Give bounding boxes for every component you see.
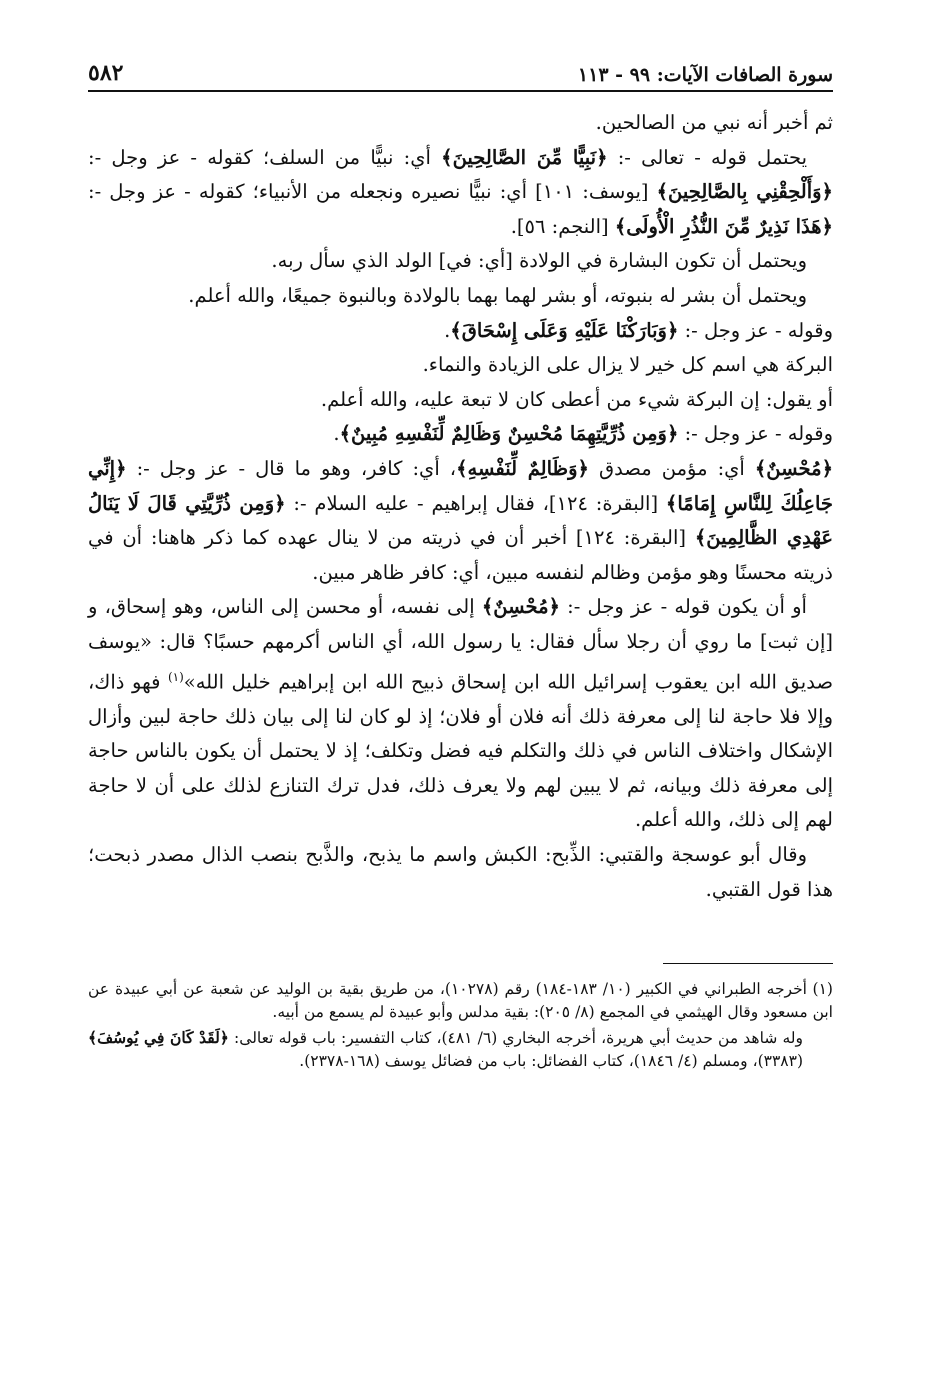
quran-verse: ﴿وَمِن ذُرِّيَّتِي قَالَ لَا يَنَالُ عَهْدِي الظَّالِمِينَ﴾ — [88, 491, 833, 550]
footnote-1-continued — [88, 1027, 833, 1072]
footnote-separator — [663, 963, 833, 964]
quran-verse: ﴿وَأَلْحِقْنِي بِالصَّالِحِينَ﴾ — [656, 180, 833, 204]
quran-verse: ﴿وَمِن ذُرِّيَّتِهِمَا مُحْسِنٌ وَظَالِمٌ لِّنَفْسِهِ مُبِينٌ﴾ — [339, 422, 679, 446]
text: ثم أخبر أنه نبي من الصالحين. — [595, 111, 833, 134]
text: [يوسف: ١٠١] أي: نبيًّا نصيره ونجعله من الأنبياء؛ كقوله - عز وجل -: — [88, 180, 657, 204]
paragraph-9 — [88, 452, 833, 590]
text: . — [333, 422, 340, 446]
quran-verse: ﴿وَبَارَكْنَا عَلَيْهِ وَعَلَى إِسْحَاقَ﴾ — [450, 318, 679, 342]
text: أو أن يكون قوله - عز وجل -: — [559, 595, 807, 619]
text: إلى نفسه، أو محسن إلى الناس، وهو إسحاق، و [إن ثبت] ما روي أن رجلا سأل فقال: يا رسول الله، أي الناس أكرمهم حسبًا؟ قال: «يوسف صديق الله ابن يعقوب إسرائيل الله ابن إسحاق ذبيح الله ابن إبراهيم خليل الله» — [88, 595, 834, 693]
paragraph-1 — [88, 106, 833, 141]
quran-verse: ﴿مُحْسِنٌ﴾ — [481, 595, 560, 619]
text: فهو ذاك، وإلا فلا حاجة لنا إلى معرفة ذلك أنه فلان أو فلان؛ إذ لو كان لنا إلى بيان ذلك حاجة لبين وأزال الإشكال واختلاف الناس في ذلك والتكلم فيه فضل وتكلف؛ إذ لا يحتمل أن يكون بالناس حاجة إلى معرفة ذلك وبيانه، ثم لا يبين لهم ولا يعرف ذلك، فدل ترك التنازع لذلك على أن لا حاجة لهم إلى ذلك، والله أعلم. — [88, 670, 833, 832]
paragraph-7 — [88, 383, 833, 418]
page-number: ٥٨٢ — [88, 60, 124, 86]
text: أو يقول: إن البركة شيء من أعطى كان لا تبعة عليه، والله أعلم. — [320, 387, 833, 411]
text: ويحتمل أن بشر له بنبوته، أو بشر لهما بهما بالولادة وبالنبوة جميعًا، والله أعلم. — [188, 283, 807, 307]
quran-verse: ﴿إِنِّي جَاعِلُكَ لِلنَّاسِ إِمَامًا﴾ — [88, 456, 833, 515]
text: ويحتمل أن تكون البشارة في الولادة [أي: في] الولد الذي سأل ربه. — [271, 249, 807, 273]
quran-verse: ﴿هَذَا نَذِيرٌ مِّنَ النُّذُرِ الْأُولَى﴾ — [614, 214, 833, 238]
footnote-text: (٣٣٨٣)، ومسلم (٤/ ١٨٤٦)، كتاب الفضائل: باب من فضائل يوسف (١٦٨-٢٣٧٨). — [299, 1051, 803, 1070]
text: البركة هي اسم كل خير لا يزال على الزيادة والنماء. — [422, 353, 833, 377]
paragraph-3 — [88, 244, 833, 279]
running-title: سورة الصافات الآيات: ٩٩ - ١١٣ — [577, 64, 833, 86]
paragraph-5 — [88, 314, 833, 349]
paragraph-11 — [88, 838, 833, 907]
text: [البقرة: ١٢٤]، فقال إبراهيم - عليه السلام -: — [285, 491, 666, 515]
quran-verse: ﴿نَبِيًّا مِّنَ الصَّالِحِينَ﴾ — [441, 145, 608, 169]
quran-verse: ﴿مُحْسِنٌ﴾ — [754, 456, 833, 480]
footnote-number: (١) — [812, 980, 833, 999]
text: أي: نبيًّا من السلف؛ كقوله - عز وجل -: — [88, 145, 442, 169]
text: وقال أبو عوسجة والقتبي: الذِّبح: الكبش واسم ما يذبح، والذَّبح بنصب الذال مصدر ذبحت؛ هذا قول القتبي. — [88, 842, 833, 901]
text: أي: مؤمن مصدق — [588, 456, 755, 480]
quran-verse: ﴿وَظَالِمٌ لِّنَفْسِهِ﴾ — [456, 456, 589, 480]
paragraph-10 — [88, 590, 833, 838]
text: [النجم: ٥٦]. — [510, 214, 615, 238]
text: [البقرة: ١٢٤] أخبر أن في ذريته من لا ينال عهده كما ذكر هاهنا: أن في ذريته محسنًا وهو مؤمن وظالم لنفسه مبين، أي: كافر ظاهر مبين. — [88, 526, 833, 584]
footnote-text: وله شاهد من حديث أبي هريرة، أخرجه البخاري (٦/ ٤٨١)، كتاب التفسير: باب قوله تعالى: — [228, 1029, 803, 1048]
paragraph-6 — [88, 348, 833, 383]
text: وقوله - عز وجل -: — [678, 422, 833, 446]
page-header — [88, 50, 833, 92]
footnotes — [88, 978, 833, 1072]
text: يحتمل قوله - تعالى -: — [607, 145, 807, 169]
paragraph-4 — [88, 279, 833, 314]
book-page — [88, 50, 833, 1350]
paragraph-8 — [88, 417, 833, 452]
footnote-1 — [88, 978, 833, 1023]
quran-verse: ﴿لَقَدْ كَانَ فِي يُوسُفَ﴾ — [88, 1028, 229, 1048]
main-text — [88, 106, 833, 907]
text: . — [444, 318, 451, 342]
footnote-text: أخرجه الطبراني في الكبير (١٠/ ١٨٣-١٨٤) رقم (١٠٢٧٨)، من طريق بقية بن الوليد عن شعبة عن أبي عبيدة عن ابن مسعود وقال الهيثمي في المجمع (٨/ ٢٠٥): بقية مدلس وأبو عبيدة لم يسمع من أبيه. — [88, 980, 833, 1021]
footnote-reference[interactable]: (١) — [167, 669, 184, 684]
text: ، أي: كافر، وهو ما قال - عز وجل -: — [126, 456, 457, 480]
paragraph-2 — [88, 141, 833, 245]
text: وقوله - عز وجل -: — [678, 318, 833, 342]
